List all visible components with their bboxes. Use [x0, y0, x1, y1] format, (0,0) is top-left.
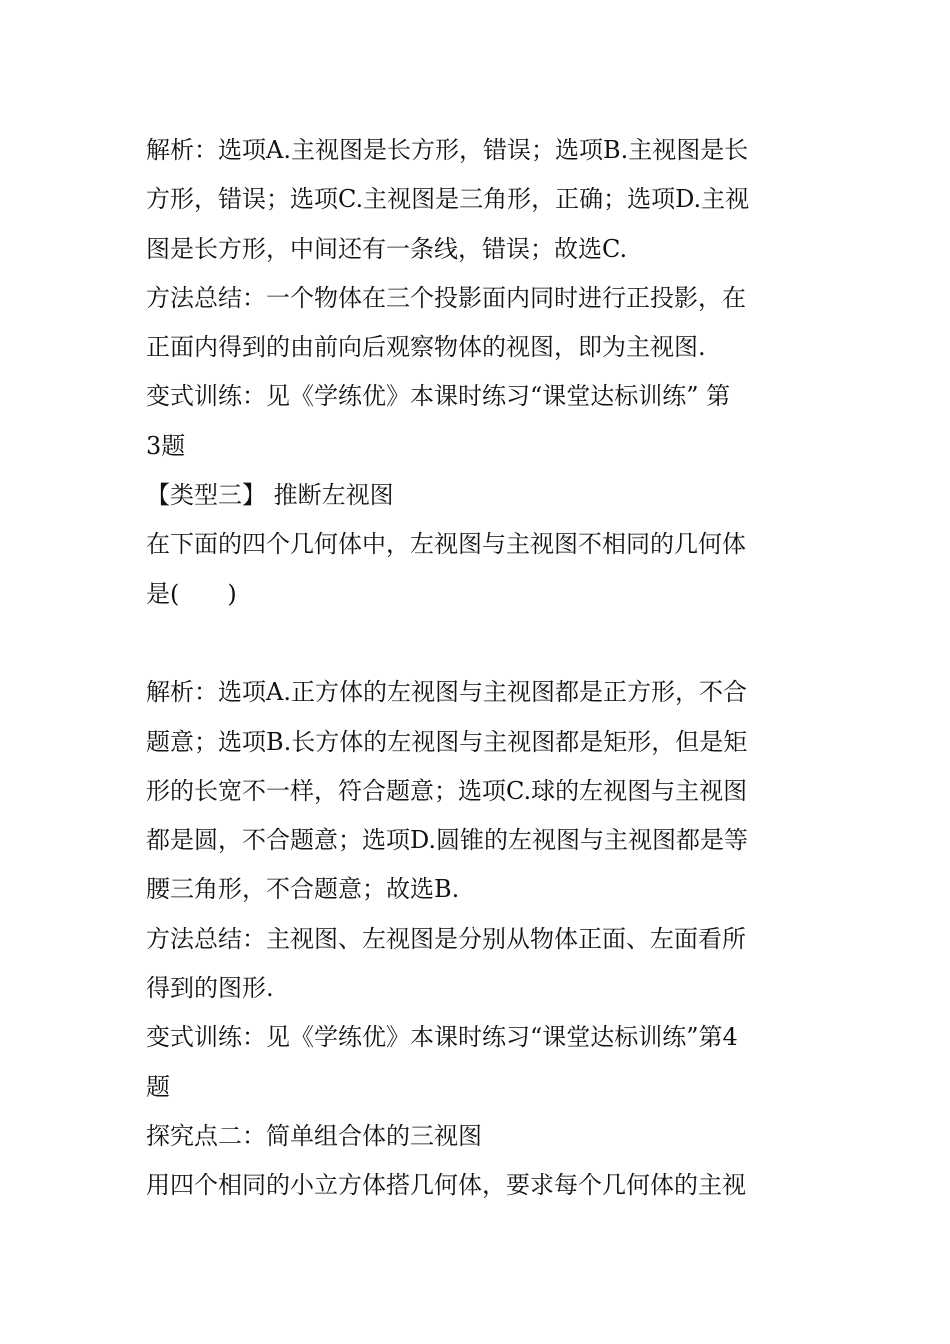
method-summary-two-line-2: 得到的图形.	[146, 974, 274, 1003]
method-summary-line-1: 方法总结：一个物体在三个投影面内同时进行正投影，在	[146, 283, 746, 312]
method-summary-two-line-1: 方法总结：主视图、左视图是分别从物体正面、左面看所	[146, 924, 746, 953]
analysis-two-line-1: 解析：选项A.正方体的左视图与主视图都是正方形，不合	[146, 678, 747, 707]
blank-figure-space	[146, 619, 808, 668]
variant-training-two-line-1: 变式训练：见《学练优》本课时练习“课堂达标训练”第4	[146, 1023, 738, 1052]
analysis-two-line-3: 形的长宽不一样，符合题意；选项C.球的左视图与主视图	[146, 776, 748, 805]
analysis-two-line-5: 腰三角形，不合题意；故选B.	[146, 875, 460, 904]
variant-training-line-1: 变式训练：见《学练优》本课时练习“课堂达标训练” 第	[146, 382, 731, 411]
final-question-line: 用四个相同的小立方体搭几何体，要求每个几何体的主视	[146, 1171, 746, 1200]
analysis-two-line-4: 都是圆，不合题意；选项D.圆锥的左视图与主视图都是等	[146, 826, 749, 855]
variant-training-line-2: 3题	[146, 431, 186, 460]
analysis-line-2: 方形，错误；选项C.主视图是三角形，正确；选项D.主视	[146, 185, 750, 214]
type-three-heading: 【类型三】 推断左视图	[146, 481, 394, 510]
method-summary-line-2: 正面内得到的由前向后观察物体的视图，即为主视图.	[146, 333, 706, 362]
analysis-line-3: 图是长方形，中间还有一条线，错误；故选C.	[146, 234, 628, 263]
exploration-point-two-heading: 探究点二：简单组合体的三视图	[146, 1121, 482, 1150]
question-line-2: 是( )	[146, 579, 237, 608]
question-line-1: 在下面的四个几何体中，左视图与主视图不相同的几何体	[146, 530, 746, 559]
analysis-line-1: 解析：选项A.主视图是长方形，错误；选项B.主视图是长	[146, 136, 749, 164]
variant-training-two-line-2: 题	[146, 1072, 170, 1101]
document-body	[146, 126, 808, 1211]
analysis-two-line-2: 题意；选项B.长方体的左视图与主视图都是矩形，但是矩	[146, 727, 748, 756]
